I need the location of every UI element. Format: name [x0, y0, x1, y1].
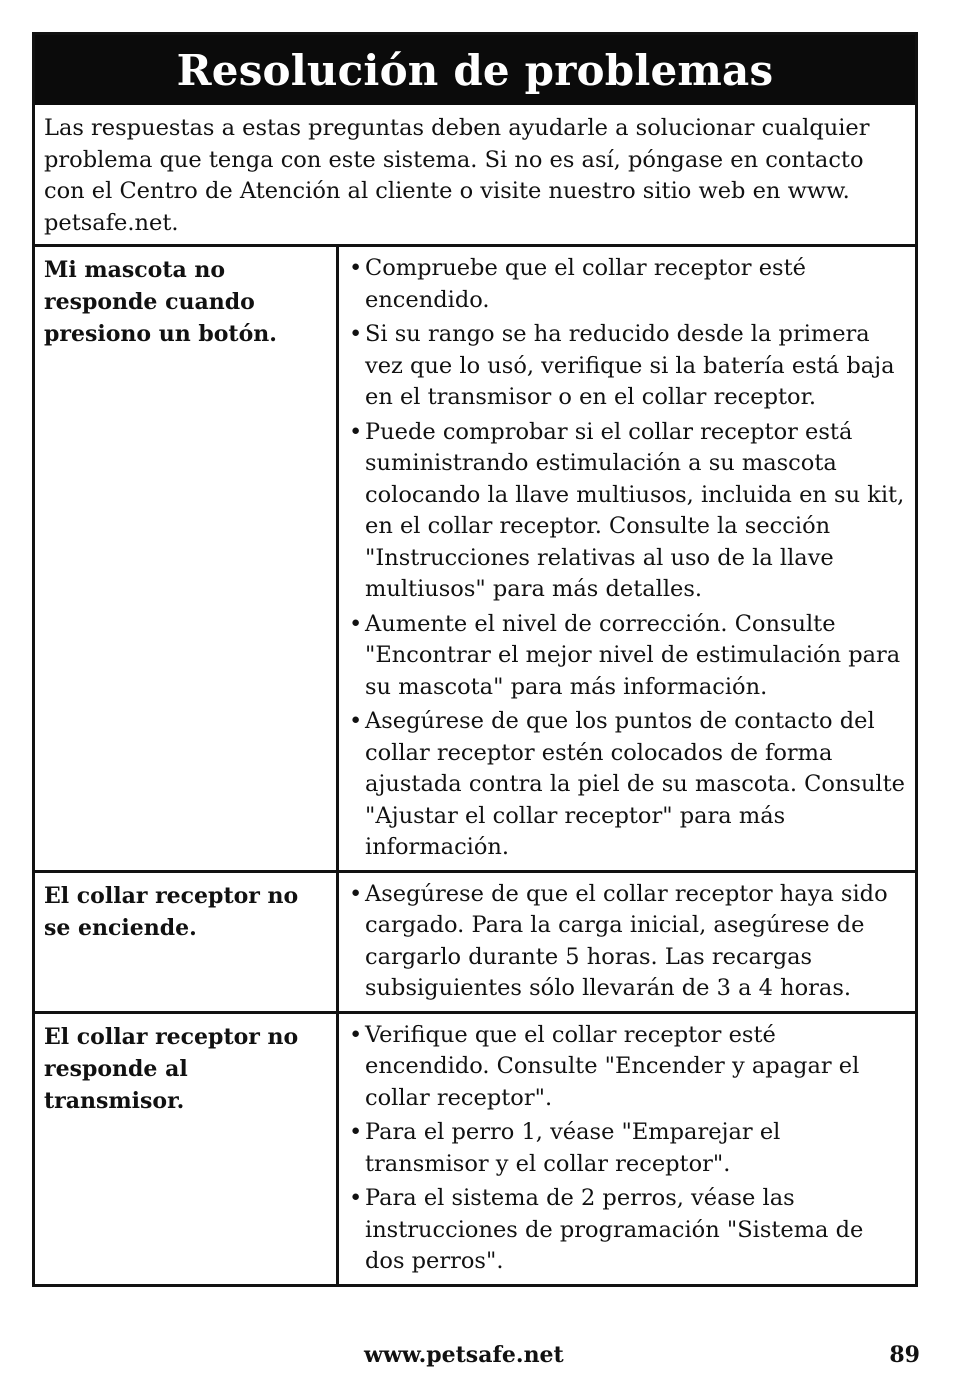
solution-text: Para el sistema de 2 perros, véase las instrucciones de programación "Sistema de dos perros". [365, 1185, 864, 1274]
solution-text: Asegúrese de que los puntos de contacto del collar receptor estén colocados de forma ajustada contra la piel de su mascota. Consulte "Ajustar el collar receptor" para más información. [365, 708, 905, 860]
bullet-icon: • [349, 255, 363, 281]
bullet-icon: • [349, 708, 363, 734]
solution-text: Aumente el nivel de corrección. Consulte "Encontrar el mejor nivel de estimulación para su mascota" para más información. [365, 610, 901, 700]
table-row [35, 247, 915, 873]
list-item [347, 253, 907, 316]
bullet-icon: • [349, 880, 363, 907]
solutions-list [339, 247, 915, 870]
list-item [347, 609, 907, 704]
list-item [347, 1183, 907, 1278]
intro-text: Las respuestas a estas preguntas deben ayudarle a solucionar cualquier problema que tenga con este sistema. Si no es así, póngase en contacto con el Centro de Atención al cliente o visite nuestro sitio web en www. petsafe.net. [35, 105, 915, 247]
solutions-list [339, 1014, 915, 1284]
solution-text: Si su rango se ha reducido desde la primera vez que lo usó, verifique si la batería está baja en el transmisor o en el collar receptor. [365, 321, 895, 410]
solution-text: Para el perro 1, véase "Emparejar el transmisor y el collar receptor". [365, 1119, 781, 1177]
list-item [347, 319, 907, 414]
troubleshooting-table [32, 32, 918, 1287]
table-row [35, 1014, 915, 1284]
solution-text: Puede comprobar si el collar receptor está suministrando estimulación a su mascota colocando la llave multiusos, incluida en su kit, en el collar receptor. Consulte la sección "Instrucciones relativas al uso de la llave multiusos" para más detalles. [365, 418, 905, 602]
solution-text: Compruebe que el collar receptor esté encendido. [365, 255, 806, 313]
bullet-icon: • [349, 1185, 363, 1211]
bullet-icon: • [349, 1021, 363, 1048]
problem-cell: El collar receptor no se enciende. [35, 873, 339, 1011]
bullet-icon: • [349, 1119, 363, 1145]
bullet-icon: • [349, 321, 363, 347]
list-item [347, 879, 907, 1005]
problem-cell: Mi mascota no responde cuando presiono un botón. [35, 247, 339, 870]
solutions-list [339, 873, 915, 1011]
list-item [347, 417, 907, 606]
list-item [347, 706, 907, 864]
list-item [347, 1117, 907, 1180]
page-title: Resolución de problemas [35, 35, 915, 105]
footer-website-url: www.petsafe.net [364, 1342, 564, 1368]
bullet-icon: • [349, 610, 363, 637]
bullet-icon: • [349, 418, 363, 445]
problem-cell: El collar receptor no responde al transmisor. [35, 1014, 339, 1284]
page-number: 89 [889, 1342, 920, 1368]
solution-text: Asegúrese de que el collar receptor haya sido cargado. Para la carga inicial, asegúrese de cargarlo durante 5 horas. Las recargas subsiguientes sólo llevarán de 3 a 4 horas. [365, 880, 888, 1001]
table-row [35, 873, 915, 1014]
list-item [347, 1020, 907, 1115]
solution-text: Verifique que el collar receptor esté encendido. Consulte "Encender y apagar el collar receptor". [365, 1021, 860, 1111]
